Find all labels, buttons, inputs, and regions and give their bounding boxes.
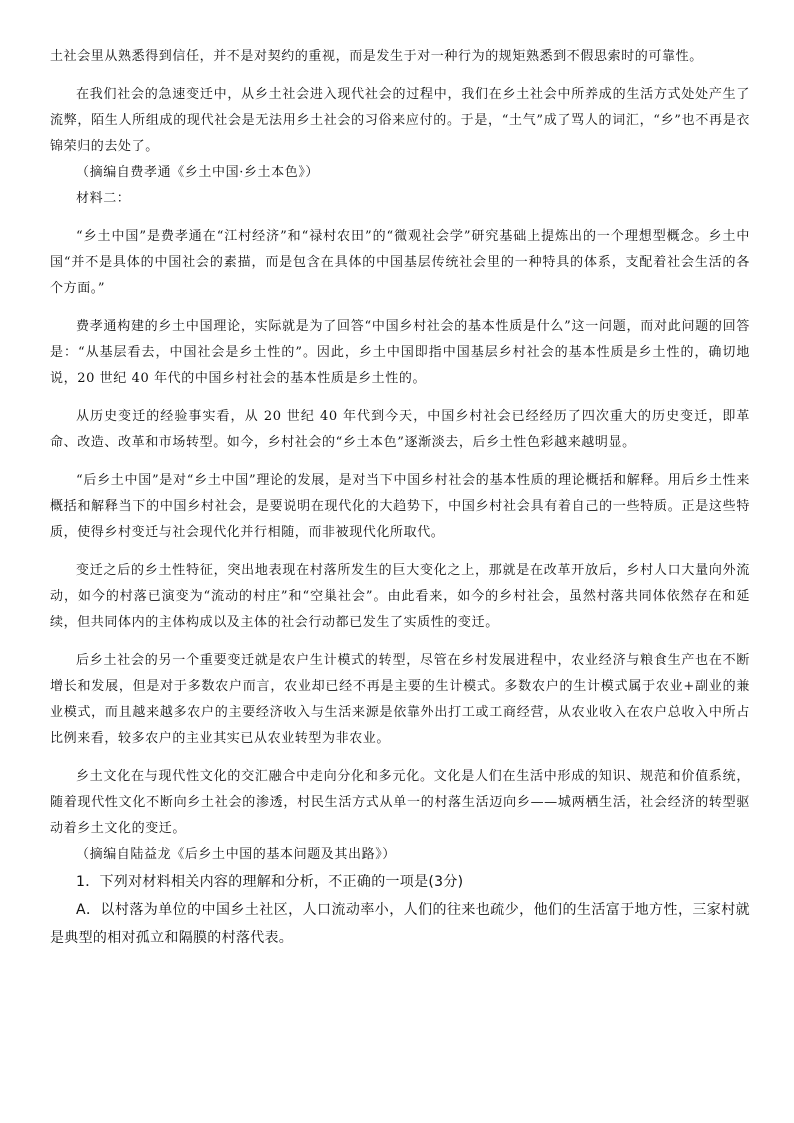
question-text: 1．下列对材料相关内容的理解和分析，不正确的一项是(3分) [76,874,464,890]
source-citation: （摘编自费孝通《乡土中国·乡土本色》） [76,165,320,180]
paragraph-continued: 土社会里从熟悉得到信任，并不是对契约的重视，而是发生于对一种行为的规矩熟悉到不假思索时的可靠性。 [50,49,703,64]
paragraph: 从历史变迁的经验事实看，从 20 世纪 40 年代到今天，中国乡村社会已经经历了四次重大的历史变迁，即革命、改造、改革和市场转型。如今，乡村社会的“乡土本色”逐渐淡去，后乡土性色彩越来越明显。 [50,409,750,450]
paragraph: “乡土中国”是费孝通在“江村经济”和“禄村农田”的“微观社会学”研究基础上提炼出的一个理想型概念。乡土中国“并不是具体的中国社会的素描，而是包含在具体的中国基层传统社会里的一种特具的体系，支配着社会生活的各个方面。” [50,229,750,296]
answer-option-a: A．以村落为单位的中国乡土社区，人口流动率小，人们的往来也疏少，他们的生活富于地方性，三家村就是典型的相对孤立和隔膜的村落代表。 [50,902,750,946]
paragraph: 乡土文化在与现代性文化的交汇融合中走向分化和多元化。文化是人们在生活中形成的知识、规范和价值系统，随着现代性文化不断向乡土社会的渗透，村民生活方式从单一的村落生活迈向乡——城两栖生活，社会经济的转型驱动着乡土文化的变迁。 [50,769,750,836]
section-heading: 材料二： [76,191,131,206]
paragraph: 后乡土社会的另一个重要变迁就是农户生计模式的转型，尽管在乡村发展进程中，农业经济与粮食生产也在不断增长和发展，但是对于多数农户而言，农业却已经不再是主要的生计模式。多数农户的生计模式属于农业+副业的兼业模式，而且越来越多农户的主要经济收入与生活来源是依靠外出打工或工商经营，从农业收入在农户总收入中所占比例来看，较多农户的主业其实已从农业转型为非农业。 [50,653,750,746]
document-page [50,44,750,952]
paragraph: “后乡土中国”是对“乡土中国”理论的发展，是对当下中国乡村社会的基本性质的理论概括和解释。用后乡土性来概括和解释当下的中国乡村社会，是要说明在现代化的大趋势下，中国乡村社会具有着自己的一些特质。正是这些特质，使得乡村变迁与社会现代化并行相随，而非被现代化所取代。 [50,473,750,540]
paragraph: 变迁之后的乡土性特征，突出地表现在村落所发生的巨大变化之上，那就是在改革开放后，乡村人口大量向外流动，如今的村落已演变为“流动的村庄”和“空巢社会”。由此看来，如今的乡村社会，虽然村落共同体依然存在和延续，但共同体内的主体构成以及主体的社会行动都已发生了实质性的变迁。 [50,563,750,630]
paragraph: 在我们社会的急速变迁中，从乡土社会进入现代社会的过程中，我们在乡土社会中所养成的生活方式处处产生了流弊，陌生人所组成的现代社会是无法用乡土社会的习俗来应付的。于是，“土气”成了骂人的词汇，“乡”也不再是衣锦荣归的去处了。 [50,87,750,154]
paragraph: 费孝通构建的乡土中国理论，实际就是为了回答“中国乡村社会的基本性质是什么”这一问题，而对此问题的回答是：“从基层看去，中国社会是乡土性的”。因此，乡土中国即指中国基层乡村社会的基本性质是乡土性的，确切地说，20 世纪 40 年代的中国乡村社会的基本性质是乡土性的。 [50,319,750,386]
source-citation: （摘编自陆益龙《后乡土中国的基本问题及其出路》） [76,847,396,862]
